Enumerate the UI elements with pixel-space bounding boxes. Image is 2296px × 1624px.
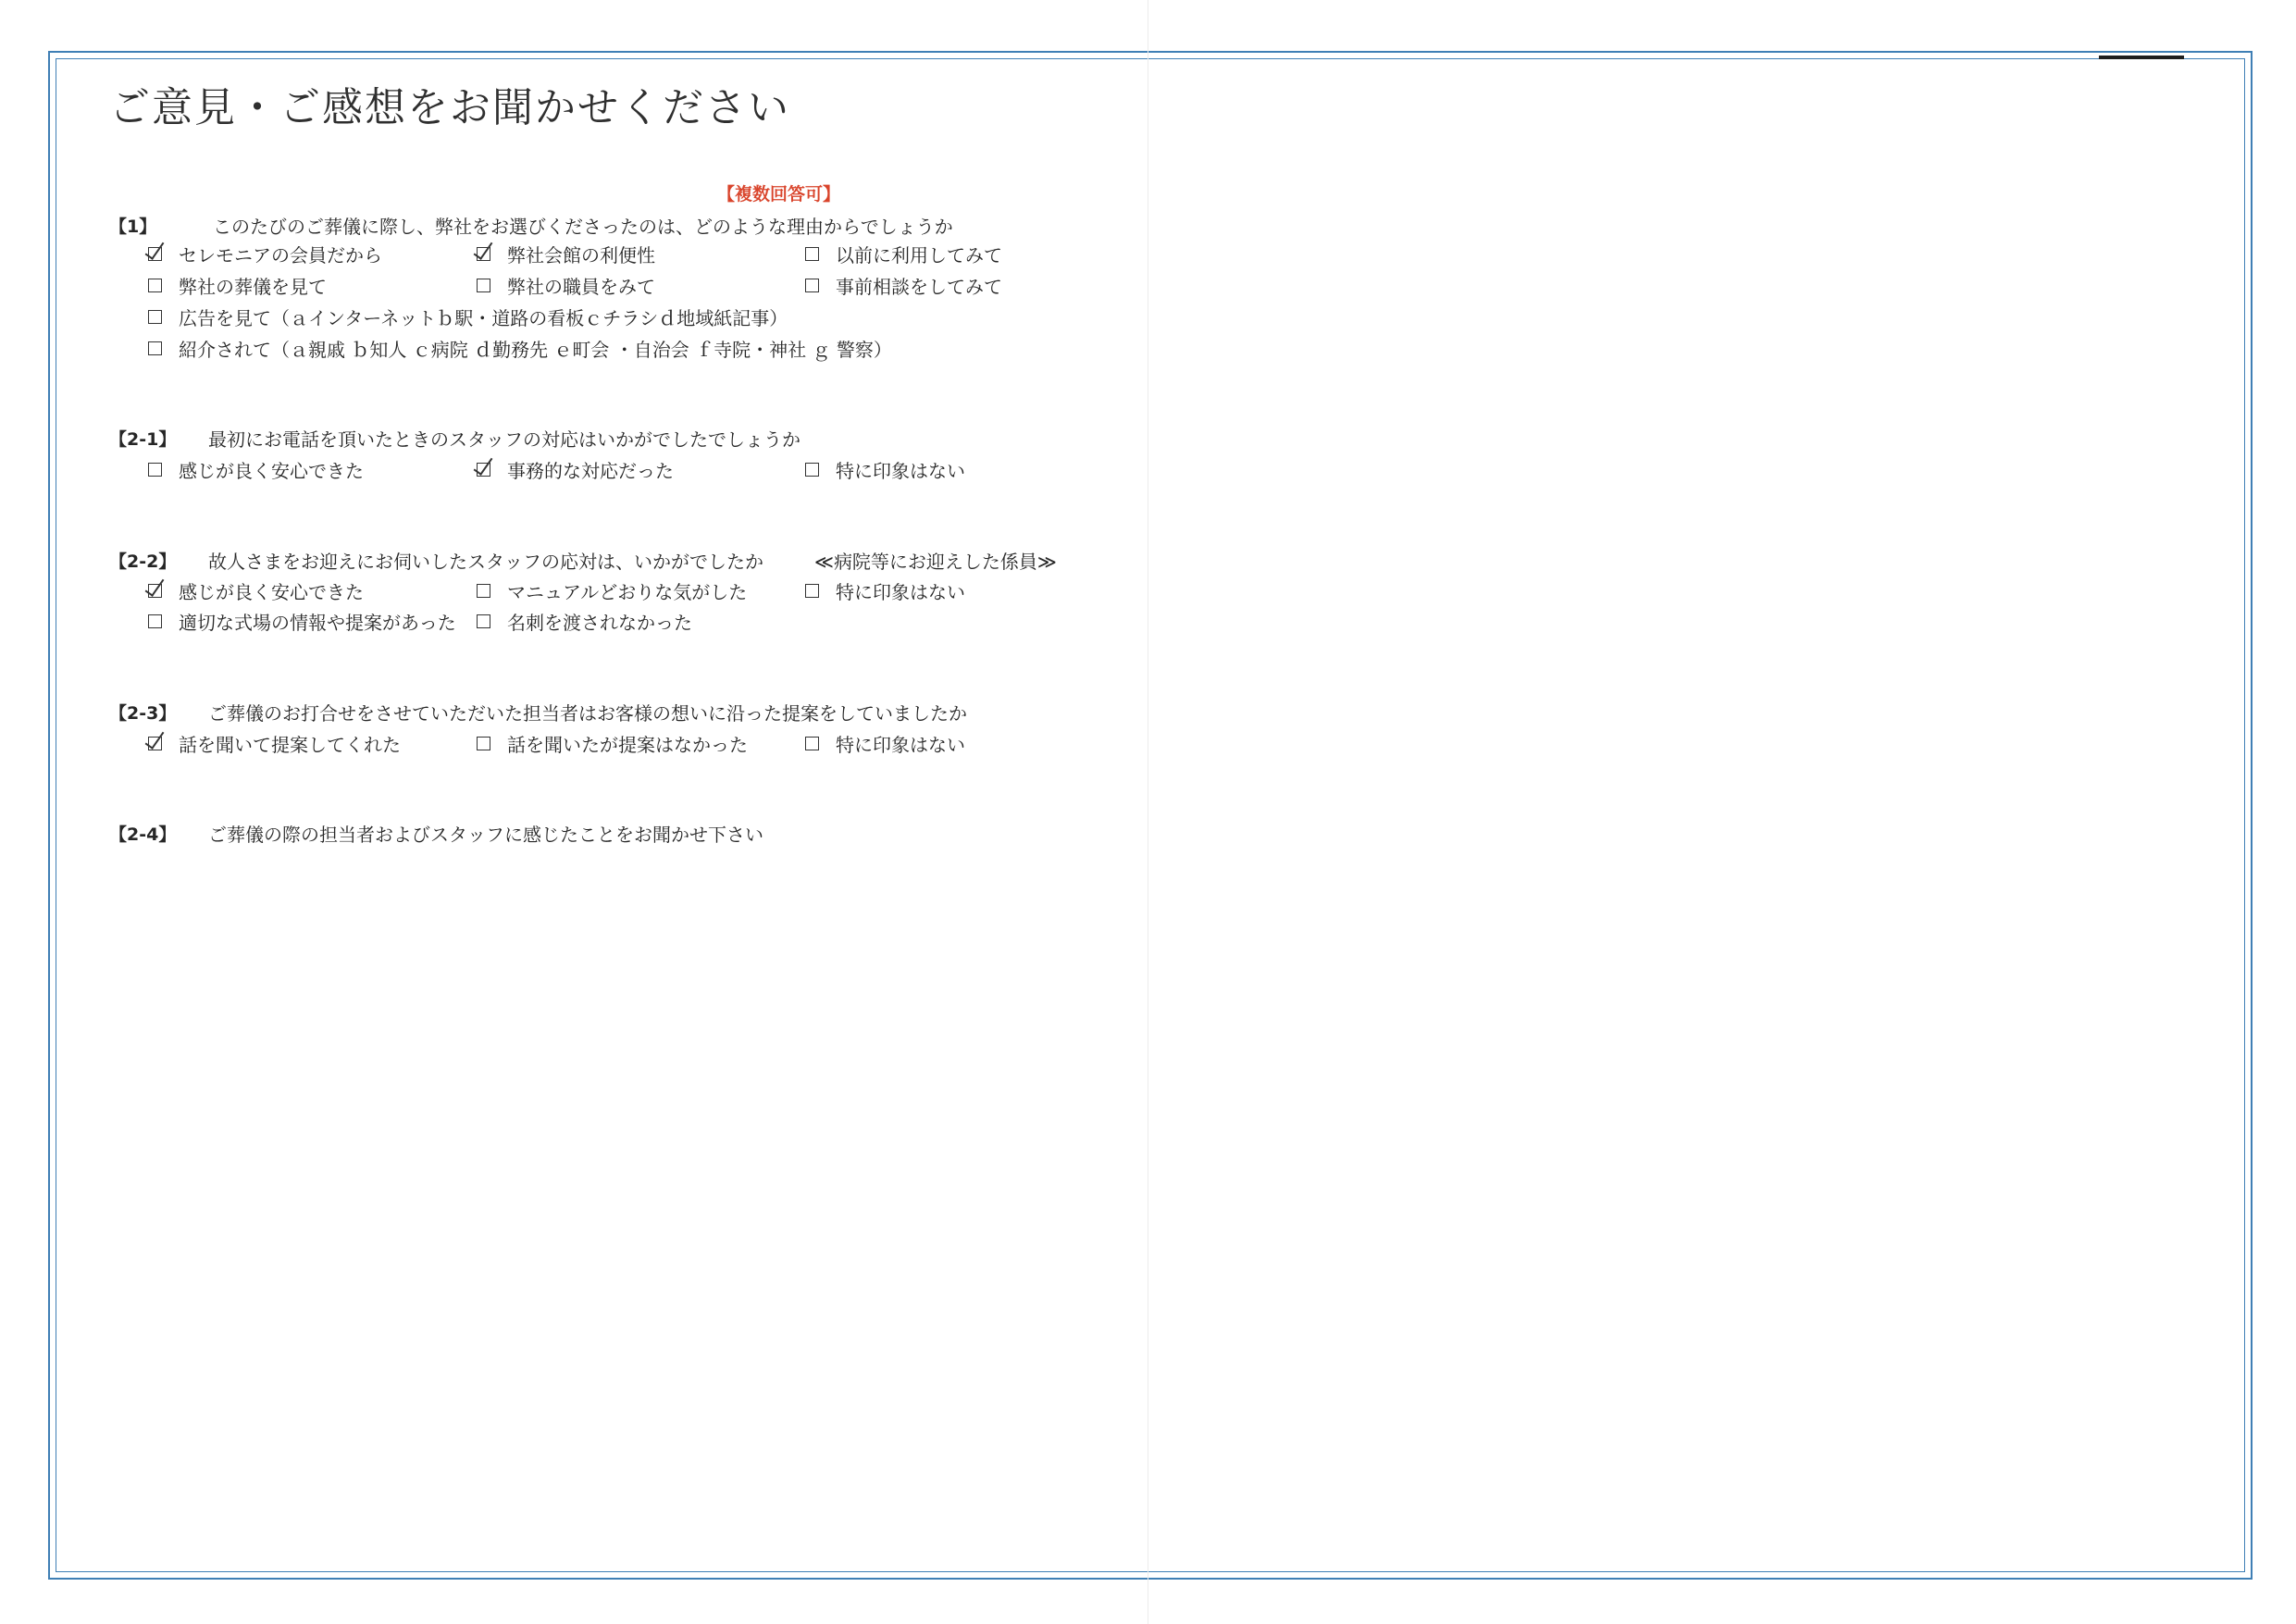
checkbox[interactable] — [805, 737, 819, 750]
q1-question: このたびのご葬儀に際し、弊社をお選びくださったのは、どのような理由からでしょうか — [213, 216, 953, 238]
q1-option-saw-funeral[interactable] — [148, 272, 327, 299]
checkbox[interactable] — [477, 463, 490, 477]
q1-option-staff[interactable] — [477, 272, 655, 299]
checkbox[interactable] — [477, 737, 490, 750]
checkbox[interactable] — [148, 584, 162, 598]
q23-question: ご葬儀のお打合せをさせていただいた担当者はお客様の想いに沿った提案をしていましたか — [208, 702, 967, 725]
checkbox[interactable] — [148, 341, 162, 355]
checkbox[interactable] — [148, 463, 162, 477]
q1-option-convenience[interactable] — [477, 241, 655, 267]
option-label: 以前に利用してみて — [836, 244, 1002, 267]
q22-option-no-card[interactable] — [477, 608, 692, 635]
option-label: 話を聞いたが提案はなかった — [507, 734, 748, 756]
option-label: 事務的な対応だった — [507, 460, 674, 482]
q23-option-no-impression[interactable] — [805, 730, 965, 757]
q1-option-referral[interactable] — [148, 335, 892, 362]
checkbox[interactable] — [148, 310, 162, 324]
checkbox[interactable] — [805, 247, 819, 261]
option-label: 話を聞いて提案してくれた — [179, 734, 401, 756]
q24-question: ご葬儀の際の担当者およびスタッフに感じたことをお聞かせ下さい — [208, 824, 763, 846]
q23-option-no-proposal[interactable] — [477, 730, 748, 757]
multiple-answers-note: 【複数回答可】 — [717, 184, 841, 205]
option-label: 特に印象はない — [836, 581, 965, 603]
checkbox[interactable] — [148, 247, 162, 261]
option-label: マニュアルどおりな気がした — [507, 581, 748, 603]
checkbox[interactable] — [477, 247, 490, 261]
q23-option-listened[interactable] — [148, 730, 401, 757]
checkbox[interactable] — [477, 279, 490, 292]
option-label: 特に印象はない — [836, 460, 965, 482]
q22-label: 【2-2】 — [109, 552, 177, 572]
checkbox[interactable] — [477, 584, 490, 598]
q22-question: 故人さまをお迎えにお伺いしたスタッフの応対は、いかがでしたか — [208, 551, 763, 573]
checkbox[interactable] — [148, 737, 162, 750]
q1-option-consult[interactable] — [805, 272, 1002, 299]
q22-note: ≪病院等にお迎えした係員≫ — [814, 551, 1057, 573]
q21-option-businesslike[interactable] — [477, 456, 674, 483]
option-label: 広告を見て（ａインターネットｂ駅・道路の看板ｃチラシｄ地域紙記事） — [179, 307, 788, 329]
q21-question: 最初にお電話を頂いたときのスタッフの対応はいかがでしたでしょうか — [208, 428, 800, 451]
q22-option-reassured[interactable] — [148, 577, 364, 604]
checkbox[interactable] — [148, 279, 162, 292]
checkbox[interactable] — [805, 463, 819, 477]
checkbox[interactable] — [805, 584, 819, 598]
q24-label: 【2-4】 — [109, 824, 177, 845]
option-label: 名刺を渡されなかった — [507, 612, 692, 634]
option-label: 弊社の葬儀を見て — [179, 276, 327, 298]
q21-option-no-impression[interactable] — [805, 456, 965, 483]
q1-option-previous[interactable] — [805, 241, 1002, 267]
checkbox[interactable] — [148, 614, 162, 628]
q22-option-no-impression[interactable] — [805, 577, 965, 604]
option-label: 紹介されて（ａ親戚 ｂ知人 ｃ病院 ｄ勤務先 ｅ町会 ・自治会 ｆ寺院・神社 ｇ 警察） — [179, 339, 892, 361]
q21-label: 【2-1】 — [109, 429, 177, 450]
checkbox[interactable] — [477, 614, 490, 628]
q23-label: 【2-3】 — [109, 703, 177, 724]
q1-option-member[interactable] — [148, 241, 382, 267]
q21-option-reassured[interactable] — [148, 456, 364, 483]
page-title: ご意見・ご感想をお聞かせください — [109, 84, 790, 131]
option-label: 特に印象はない — [836, 734, 965, 756]
option-label: 事前相談をしてみて — [836, 276, 1002, 298]
q1-label: 【1】 — [109, 217, 157, 237]
option-label: セレモニアの会員だから — [179, 244, 382, 267]
checkbox[interactable] — [805, 279, 819, 292]
option-label: 感じが良く安心できた — [179, 460, 364, 482]
option-label: 感じが良く安心できた — [179, 581, 364, 603]
q22-option-venue-info[interactable] — [148, 608, 456, 635]
page-border-inner — [56, 58, 2245, 1572]
option-label: 弊社会館の利便性 — [507, 244, 655, 267]
corner-mark — [2099, 56, 2184, 59]
q22-option-manual[interactable] — [477, 577, 747, 604]
q1-option-advert[interactable] — [148, 304, 788, 330]
option-label: 適切な式場の情報や提案があった — [179, 612, 456, 634]
option-label: 弊社の職員をみて — [507, 276, 655, 298]
